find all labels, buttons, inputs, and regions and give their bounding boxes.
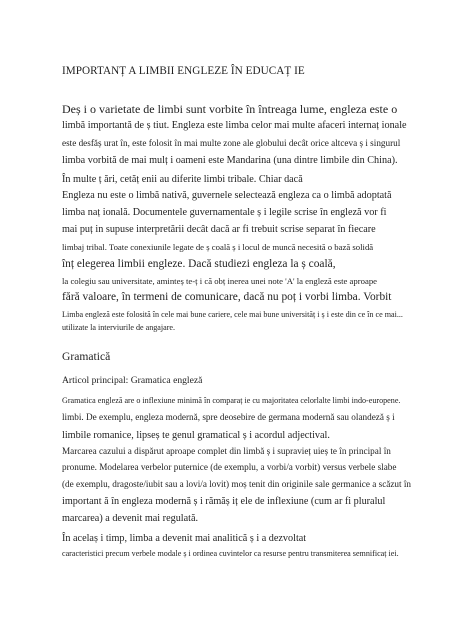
intro-line-1: Deș i o varietate de limbi sunt vorbite în întreaga lume, engleza este o	[62, 102, 398, 116]
gramatica-line-10: caracteristici precum verbele modale ș i ordinea cuvintelor ca resurse pentru transmiterea semnificaț iei.	[62, 549, 399, 558]
intro-line-2: limbă importantă de ș tiut. Engleza este limba celor mai multe afaceri internaț ionale	[62, 120, 407, 131]
gramatica-line-9: În acelaș i timp, limba a devenit mai analitică ș i a dezvoltat	[62, 533, 307, 544]
para2-line-8: fără valoare, în termeni de comunicare, dacă nu poț i vorbi limba. Vorbit	[62, 291, 392, 303]
section-heading-gramatica: Gramatică	[62, 350, 111, 363]
para2-line-2: Engleza nu este o limbă nativă, guvernele selectează engleza ca o limbă adoptată	[62, 190, 392, 201]
gramatica-line-5: pronume. Modelarea verbelor puternice (de exemplu, a vorbi/a vorbit) versus verbele slabe	[62, 462, 397, 472]
gramatica-line-7: important ă în engleza modernă ș i rămăș iț ele de inflexiune (cum ar fi pluralul	[62, 496, 386, 507]
gramatica-line-3: limbile romanice, lipseș te genul gramatical ș i acordul adjectival.	[62, 430, 330, 441]
para2-line-1: În multe ț ări, cetăț enii au diferite limbi tribale. Chiar dacă	[62, 174, 303, 185]
gramatica-line-1: Gramatica engleză are o inflexiune minimă în comparaț ie cu majoritatea celorlalte limbi indo-europene.	[62, 396, 401, 405]
para2-line-3: limba naț ională. Documentele guvernamentale ș i legile scrise în engleză vor fi	[62, 207, 387, 218]
para2-line-7: la colegiu sau universitate, aminteș te-ț i că obț inerea unei note 'A' la engleză este aproape	[62, 276, 378, 286]
para2-line-9: Limba engleză este folosită în cele mai bune cariere, cele mai bune universităț i ș i este din ce în ce mai...	[62, 310, 403, 319]
para2-line-6: înț elegerea limbii engleze. Dacă studiezi engleza la ș coală,	[62, 258, 336, 270]
intro-line-3: este desfăș urat în, este folosit în mai multe zone ale globului decât orice altceva ș i singurul	[62, 138, 401, 148]
para2-line-4: mai puț in supuse interpretării decât dacă ar fi trebuit scrise separat în fiecare	[62, 224, 376, 235]
gramatica-line-8: marcarea) a devenit mai regulată.	[62, 513, 199, 524]
section-subheading: Articol principal: Gramatica engleză	[62, 375, 203, 386]
intro-line-4: limba vorbită de mai mulț i oameni este Mandarina (una dintre limbile din China).	[62, 155, 398, 166]
gramatica-line-6: (de exemplu, dragoste/iubit sau a lovi/a lovit) moș tenit din originile sale germanice a scăzut în	[62, 479, 412, 489]
gramatica-line-2: limbi. De exemplu, engleza modernă, spre deosebire de germana modernă sau olandeză ș i	[62, 412, 395, 422]
gramatica-line-4: Marcarea cazului a dispărut aproape complet din limbă ș i supravieț uieș te în principal în	[62, 446, 391, 456]
document-title: IMPORTANȚ A LIMBII ENGLEZE ÎN EDUCAȚ IE	[62, 65, 305, 77]
para2-line-10: utilizate la interviurile de angajare.	[62, 323, 176, 332]
para2-line-5: limbaj tribal. Toate conexiunile legate de ș coală ș i locul de muncă necesită o bază solidă	[62, 242, 374, 252]
